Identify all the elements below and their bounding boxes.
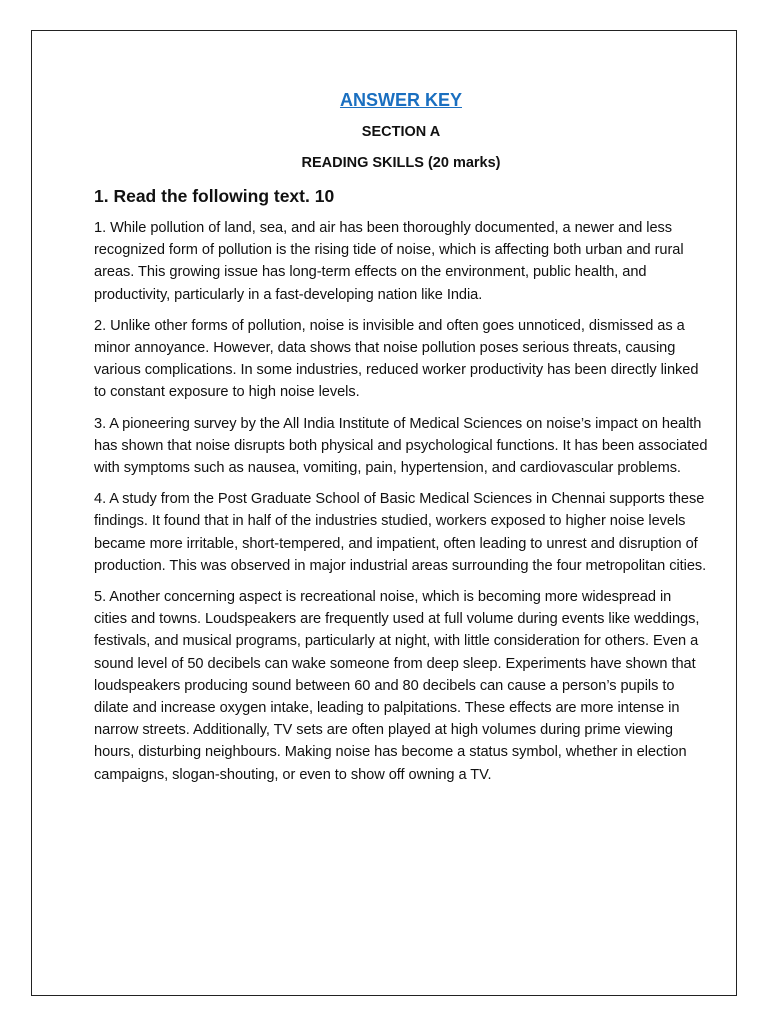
paragraph-3: 3. A pioneering survey by the All India Institute of Medical Sciences on noise’s impact on health has shown that noise disrupts both physical and psychological functions. It has been associated with symptoms such as nausea, vomiting, pain, hypertension, and cardiovascular problems. (94, 415, 708, 477)
paragraph-5: 5. Another concerning aspect is recreational noise, which is becoming more widespread in cities and towns. Loudspeakers are frequently used at full volume during events like weddings, festivals, and musical programs, particularly at night, with little consideration for others. Even a sound level of 50 decibels can wake someone from deep sleep. Experiments have shown that loudspeakers producing sound between 60 and 80 decibels can cause a person’s pupils to dilate and increase oxygen intake, leading to palpitations. These effects are more intense in narrow streets. Additionally, TV sets are often played at high volumes during prime viewing hours, disturbing neighbours. Making noise has become a status symbol, whether in election campaigns, slogan-shouting, or even to show off owning a TV. (94, 589, 700, 783)
page-title: ANSWER KEY (339, 90, 462, 110)
document-content (94, 31, 708, 786)
subsection-heading: READING SKILLS (20 marks) (301, 155, 501, 171)
section-heading: SECTION A (361, 124, 441, 140)
paragraph-2: 2. Unlike other forms of pollution, noise is invisible and often goes unnoticed, dismissed as a minor annoyance. However, data shows that noise pollution poses serious threats, causing various complications. In some industries, reduced worker productivity has been directly linked to constant exposure to high noise levels. (94, 317, 699, 401)
page-frame (31, 30, 737, 996)
paragraph-1: 1. While pollution of land, sea, and air has been thoroughly documented, a newer and less recognized form of pollution is the rising tide of noise, which is affecting both urban and rural areas. This growing issue has long-term effects on the environment, public health, and productivity, particularly in a fast-developing nation like India. (94, 220, 684, 303)
paragraph-4: 4. A study from the Post Graduate School of Basic Medical Sciences in Chennai supports these findings. It found that in half of the industries studied, workers exposed to higher noise levels became more irritable, short-tempered, and impatient, often leading to unrest and disruption of production. This was observed in major industrial areas surrounding the four metropolitan cities. (94, 491, 707, 574)
question-heading: 1. Read the following text. 10 (94, 186, 335, 206)
